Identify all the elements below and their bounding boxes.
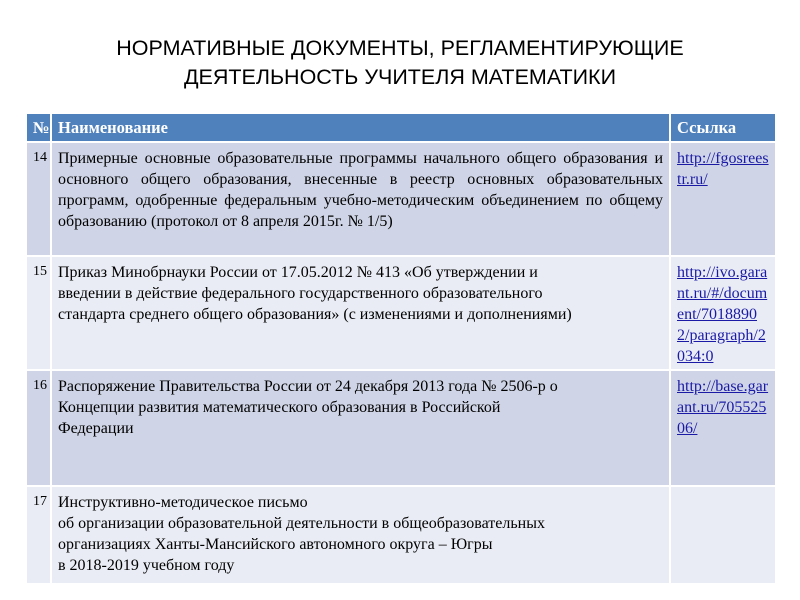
title-line: НОРМАТИВНЫЕ ДОКУМЕНТЫ, РЕГЛАМЕНТИРУЮЩИЕ [116, 36, 684, 60]
row-name-line: об организации образовательной деятельности в общеобразовательных [58, 515, 545, 532]
row-name-line: Инструктивно-методическое письмо [58, 494, 308, 511]
row-number: 17 [26, 486, 51, 584]
slide-title [0, 34, 800, 92]
row-link[interactable]: http://base.garant.ru/70552506/ [677, 378, 769, 437]
header-link: Ссылка [670, 113, 776, 142]
header-number: № [26, 113, 51, 142]
header-name: Наименование [51, 113, 670, 142]
row-name [51, 256, 670, 370]
row-number: 14 [26, 142, 51, 256]
row-link[interactable]: http://fgosreestr.ru/ [677, 150, 769, 188]
row-name [51, 370, 670, 486]
documents-table [25, 112, 777, 585]
table-row [26, 142, 776, 256]
row-link[interactable]: http://ivo.garant.ru/#/document/70188902/paragraph/2034:0 [677, 264, 768, 365]
row-name [51, 486, 670, 584]
table-row [26, 256, 776, 370]
title-line: ДЕЯТЕЛЬНОСТЬ УЧИТЕЛЯ МАТЕМАТИКИ [183, 65, 617, 89]
row-name-line: Приказ Минобрнауки России от 17.05.2012 № 413 «Об утверждении и [58, 264, 538, 281]
row-name-line: Распоряжение Правительства России от 24 декабря 2013 года № 2506-р о [58, 378, 558, 395]
row-name-line: в 2018-2019 учебном году [58, 557, 235, 574]
row-name-line: Концепции развития математического образования в Российской [58, 399, 501, 416]
row-name-line: Федерации [58, 420, 134, 437]
table-header-row [26, 113, 776, 142]
row-name-line: стандарта среднего общего образования» (с изменениями и дополнениями) [58, 306, 572, 323]
row-name-line: организациях Ханты-Мансийского автономного округа – Югры [58, 536, 493, 553]
table-row [26, 370, 776, 486]
row-name: Примерные основные образовательные программы начального общего образования и основного общего образования, внесенные в реестр основных образовательных программ, одобренные федеральным учебно-методическим объединением по общему образованию (протокол от 8 апреля 2015г. № 1/5) [51, 142, 670, 256]
row-number: 16 [26, 370, 51, 486]
table-row [26, 486, 776, 584]
row-link-empty [670, 486, 776, 584]
row-name-line: введении в действие федерального государственного образовательного [58, 285, 543, 302]
row-number: 15 [26, 256, 51, 370]
